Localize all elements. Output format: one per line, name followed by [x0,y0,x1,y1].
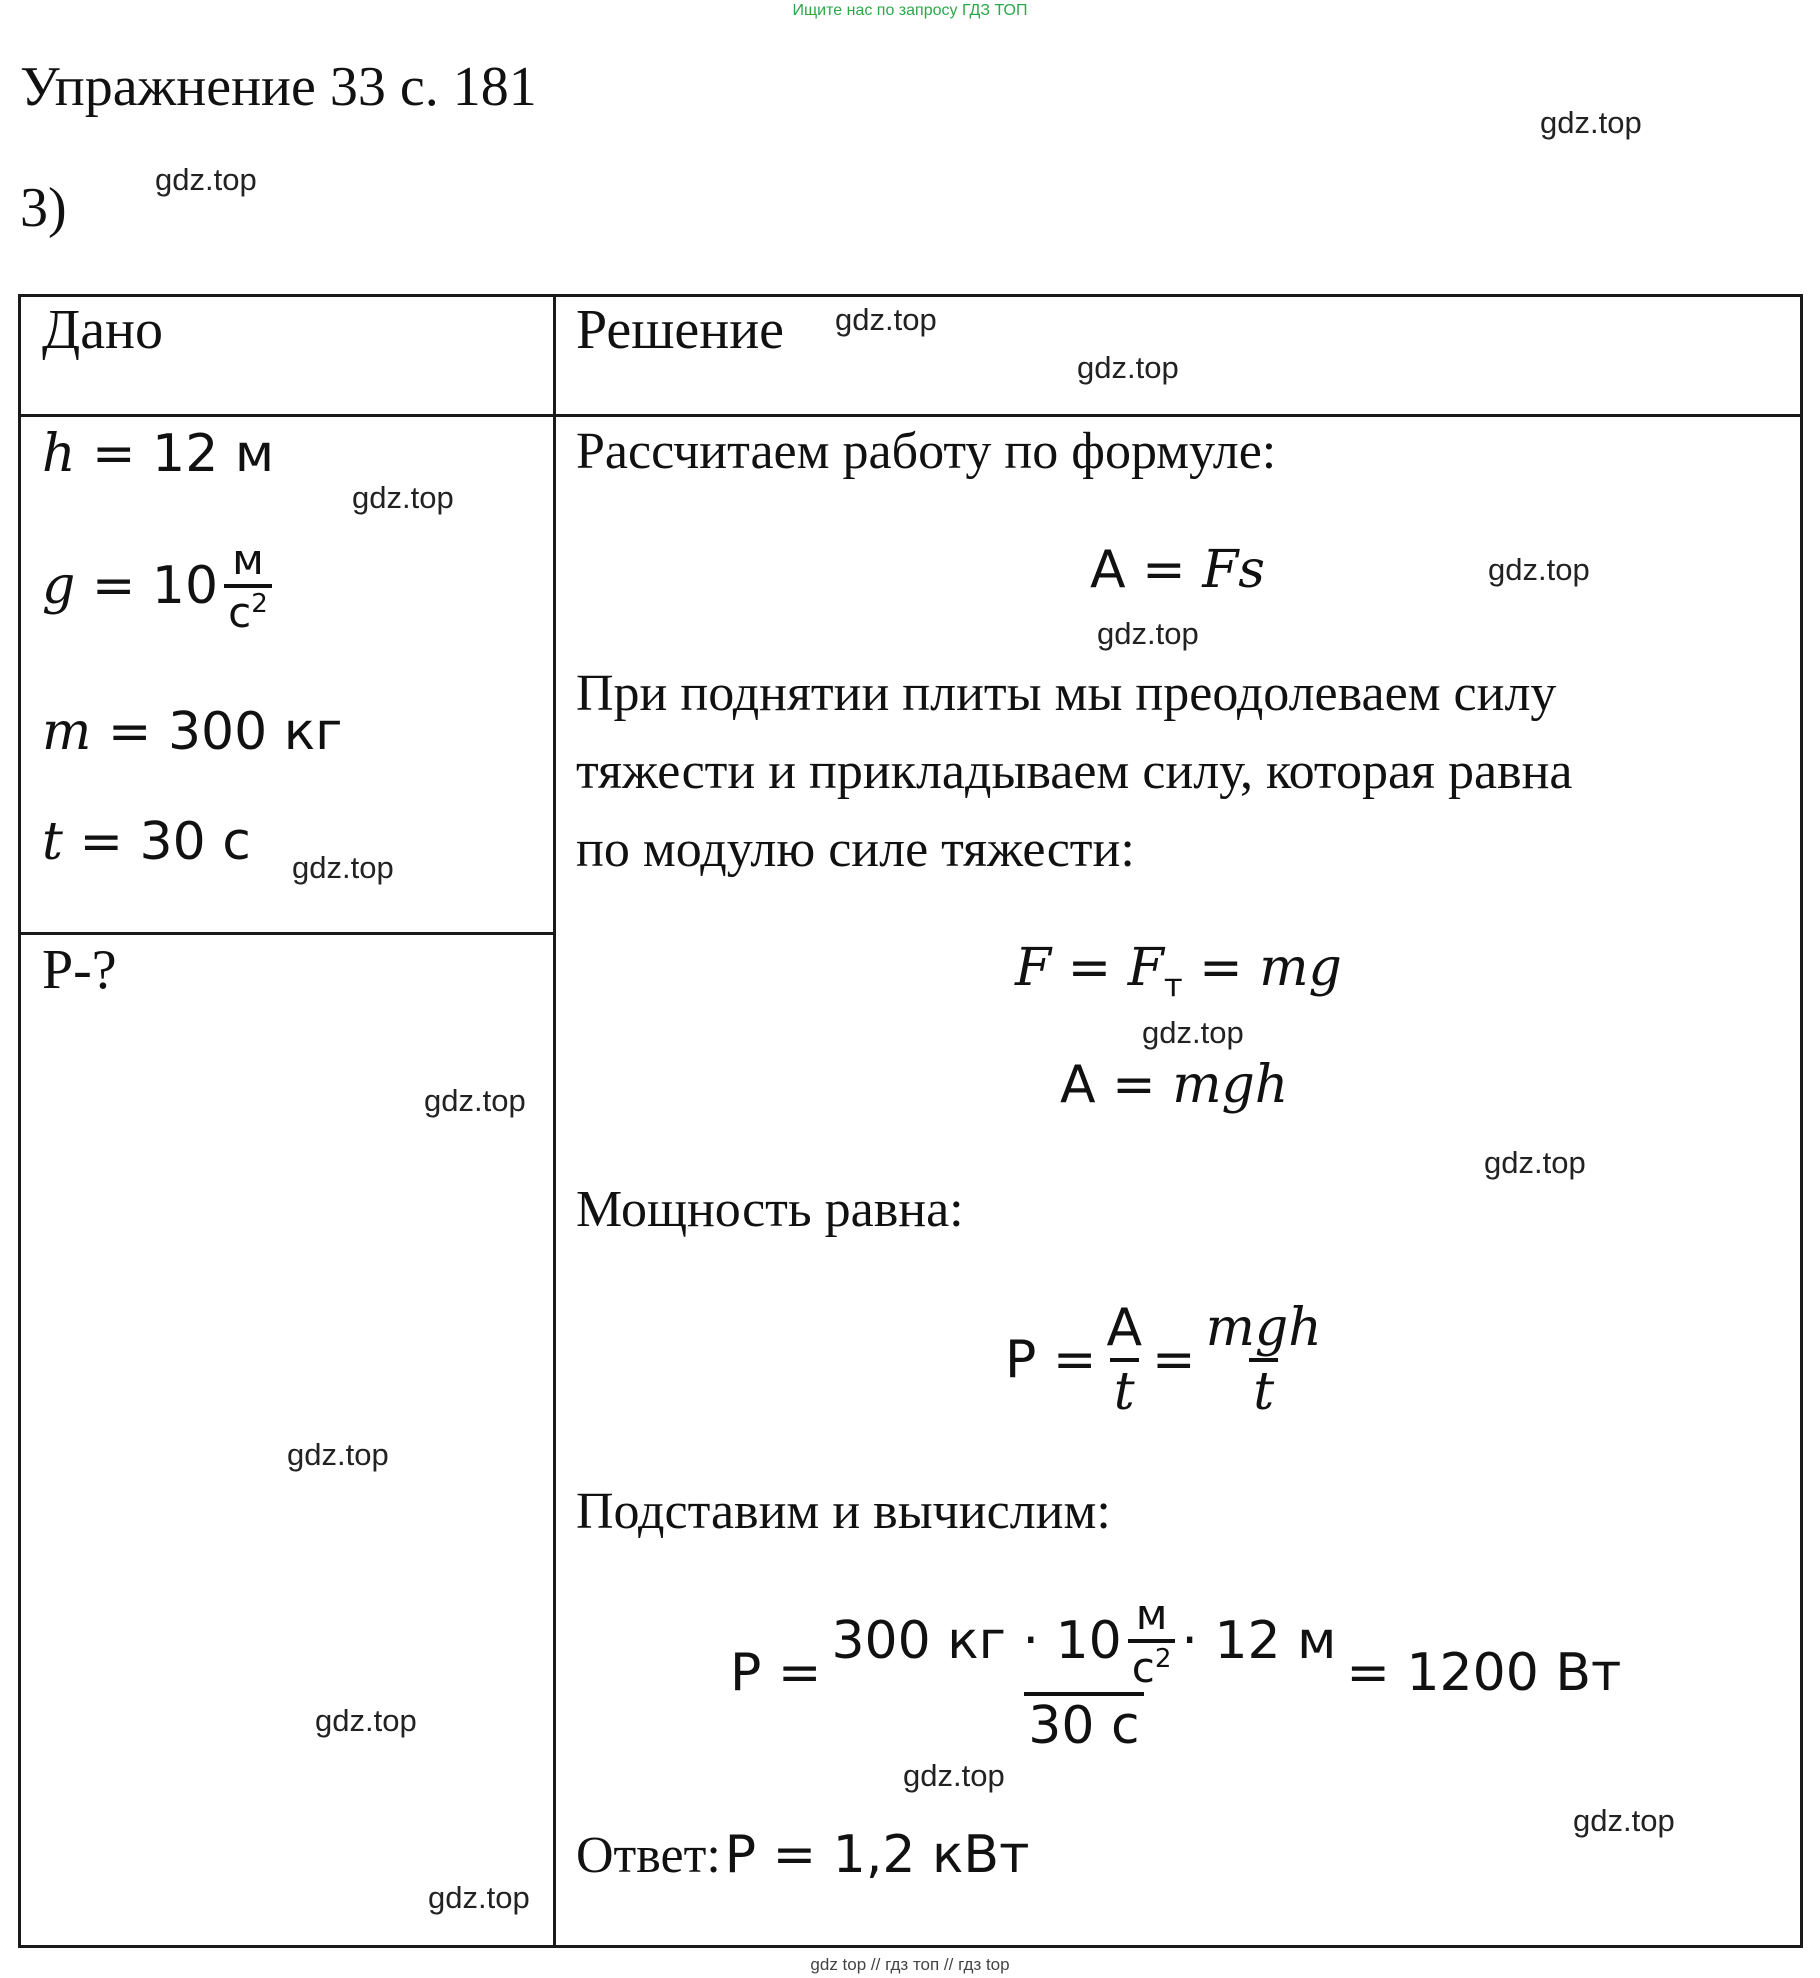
watermark: gdz.top [428,1880,530,1915]
bottom-note: gdz top // гдз топ // гдз top [810,1955,1010,1974]
exercise-heading: Упражнение 33 с. 181 [20,56,537,118]
answer [576,1825,1029,1885]
watermark: gdz.top [1077,350,1179,385]
given-height-eq: = 12 м [92,424,275,484]
solution-p2-line1: При поднятии плиты мы преодолеваем силу [576,665,1557,722]
given-gravity-eq: = 10 [91,556,219,616]
given-find-divider [18,932,555,935]
given-height [42,424,274,484]
table-border-top [18,294,1803,297]
gravity-unit-fraction [224,535,272,637]
calc-unit-fraction: $\frac{м}{с^2}$ [1128,1590,1176,1692]
given-mass-eq: = 300 кг [107,702,343,762]
given-mass-var: m [42,702,92,762]
formula-work: A = Fs [1090,540,1265,600]
watermark: gdz.top [287,1437,389,1472]
watermark: gdz.top [903,1758,1005,1793]
watermark: gdz.top [315,1703,417,1738]
gravity-unit-num: м [232,535,264,584]
solution-p4: Подставим и вычислим: [576,1483,1111,1540]
watermark: gdz.top [1573,1803,1675,1838]
answer-value: P = 1,2 кВт [724,1825,1030,1885]
watermark: gdz.top [424,1083,526,1118]
answer-label: Ответ: [576,1827,721,1884]
formula-power: P = $\frac{A}{t}$ = $\frac{\text{mgh}}{t}$ [1005,1298,1332,1422]
power-fraction-2: $\frac{\text{mgh}}{t}$ [1205,1298,1322,1422]
solution-p3: Мощность равна: [576,1181,964,1238]
table-column-divider [553,294,556,1948]
given-mass [42,702,342,762]
watermark: gdz.top [1484,1145,1586,1180]
find-label: P-? [42,939,117,1001]
watermark: gdz.top [1097,616,1199,651]
watermark: gdz.top [835,302,937,337]
power-fraction-1: $\frac{A}{t}$ [1106,1298,1143,1422]
given-time-eq: = 30 с [79,812,251,872]
solution-header: Решение [576,299,785,361]
watermark: gdz.top [292,850,394,885]
given-header: Дано [42,299,164,361]
table-border-bottom [18,1945,1803,1948]
given-gravity-var: g [42,556,76,616]
formula-work-mgh: A = mgh [1060,1055,1289,1115]
watermark: gdz.top [352,480,454,515]
given-time-var: t [42,812,63,872]
formula-force: $F = F_т$ = mg [1015,938,1342,1005]
solution-p2-line2: тяжести и прикладываем силу, которая равна [576,743,1573,800]
solution-p2-line3: по модулю силе тяжести: [576,821,1135,878]
given-height-var: h [42,424,76,484]
formula-calculation: P = 300 кг · 10 $\frac{м}{с^2}$ · 12 м 30 с = 1200 Вт [730,1590,1622,1756]
table-border-left [18,294,21,1948]
given-gravity [42,535,278,637]
watermark: gdz.top [1142,1015,1244,1050]
given-time [42,812,251,872]
watermark: gdz.top [1488,552,1590,587]
table-header-divider [18,414,1803,417]
top-note: Ищите нас по запросу ГДЗ ТОП [792,2,1028,19]
watermark: gdz.top [1540,105,1642,140]
calculation-fraction: 300 кг · 10 $\frac{м}{с^2}$ · 12 м 30 с [831,1590,1337,1756]
part-label: 3) [20,177,67,239]
gravity-unit-den: $с^2$ [224,584,272,637]
table-border-right [1800,294,1803,1948]
watermark: gdz.top [155,162,257,197]
solution-p1: Рассчитаем работу по формуле: [576,423,1277,480]
